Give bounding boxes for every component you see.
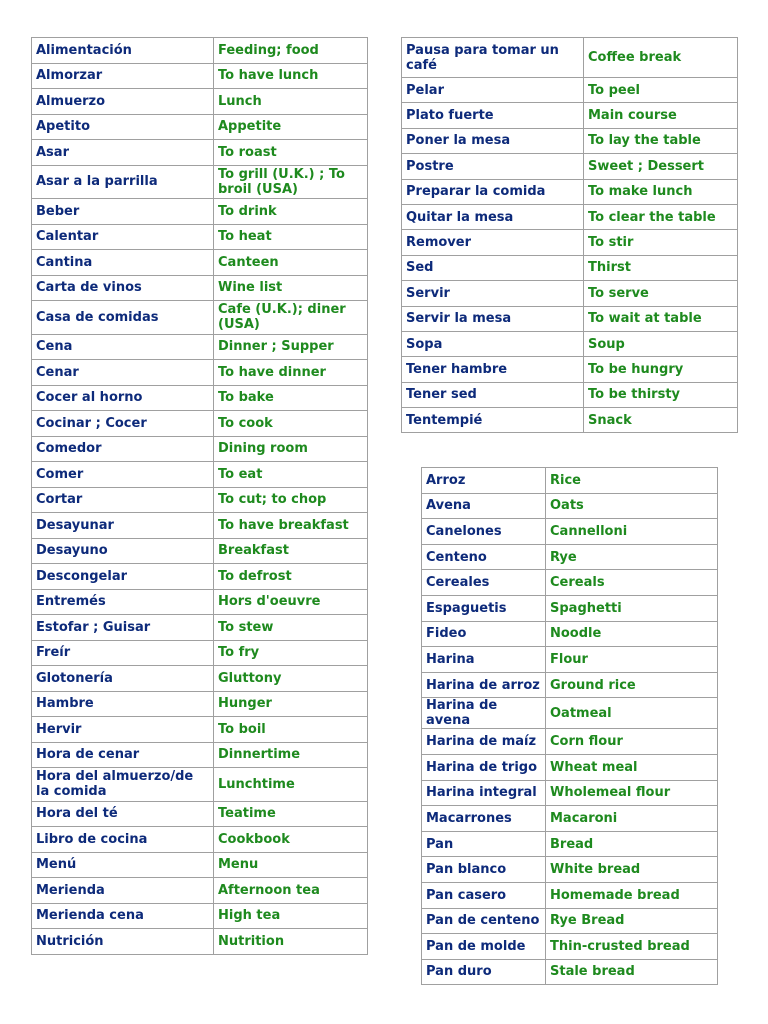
spanish-term: Harina integral	[422, 780, 546, 806]
table-row	[402, 331, 738, 356]
english-translation: To stir	[584, 230, 738, 255]
table-row	[422, 698, 718, 729]
table-row	[32, 742, 368, 768]
table-row	[402, 103, 738, 128]
spanish-term: Cocer al horno	[32, 385, 214, 411]
english-translation: Wheat meal	[546, 754, 718, 780]
table-row	[402, 281, 738, 306]
english-translation: Rye Bread	[546, 908, 718, 934]
english-translation: Hors d'oeuvre	[214, 589, 368, 615]
table-row	[422, 729, 718, 755]
english-translation: To have dinner	[214, 360, 368, 386]
english-translation: Cafe (U.K.); diner (USA)	[214, 301, 368, 335]
table-row	[402, 255, 738, 280]
table-row	[422, 806, 718, 832]
english-translation: To wait at table	[584, 306, 738, 331]
table-row	[422, 519, 718, 545]
table-row	[32, 615, 368, 641]
spanish-term: Harina	[422, 647, 546, 673]
english-translation: Feeding; food	[214, 38, 368, 64]
table-row	[32, 385, 368, 411]
spanish-term: Espaguetis	[422, 595, 546, 621]
spanish-term: Casa de comidas	[32, 301, 214, 335]
english-translation: To boil	[214, 717, 368, 743]
spanish-term: Remover	[402, 230, 584, 255]
table-row	[422, 544, 718, 570]
spanish-term: Almorzar	[32, 63, 214, 89]
table-row	[32, 691, 368, 717]
spanish-term: Quitar la mesa	[402, 204, 584, 229]
english-translation: To bake	[214, 385, 368, 411]
table-row	[422, 570, 718, 596]
table-row	[422, 493, 718, 519]
english-translation: Breakfast	[214, 538, 368, 564]
english-translation: Nutrition	[214, 929, 368, 955]
spanish-term: Merienda	[32, 878, 214, 904]
english-translation: To have breakfast	[214, 513, 368, 539]
english-translation: Thin-crusted bread	[546, 934, 718, 960]
english-translation: Hunger	[214, 691, 368, 717]
english-translation: Flour	[546, 647, 718, 673]
english-translation: Dining room	[214, 436, 368, 462]
table-row	[402, 230, 738, 255]
english-translation: Noodle	[546, 621, 718, 647]
english-translation: High tea	[214, 903, 368, 929]
table-row	[32, 827, 368, 853]
table-row	[32, 878, 368, 904]
english-translation: Soup	[584, 331, 738, 356]
spanish-term: Plato fuerte	[402, 103, 584, 128]
table-row	[32, 165, 368, 199]
table-row	[32, 640, 368, 666]
english-translation: To clear the table	[584, 204, 738, 229]
english-translation: Canteen	[214, 250, 368, 276]
english-translation: Dinnertime	[214, 742, 368, 768]
english-translation: Gluttony	[214, 666, 368, 692]
table-row	[32, 275, 368, 301]
spanish-term: Hambre	[32, 691, 214, 717]
table-row	[32, 717, 368, 743]
english-translation: To be hungry	[584, 357, 738, 382]
spanish-term: Calentar	[32, 224, 214, 250]
english-translation: To fry	[214, 640, 368, 666]
table-row	[422, 672, 718, 698]
spanish-term: Arroz	[422, 468, 546, 494]
english-translation: To defrost	[214, 564, 368, 590]
english-translation: Oatmeal	[546, 698, 718, 729]
spanish-term: Beber	[32, 199, 214, 225]
table-row	[32, 666, 368, 692]
spanish-term: Estofar ; Guisar	[32, 615, 214, 641]
spanish-term: Tentempié	[402, 408, 584, 433]
vocab-table-right	[401, 37, 738, 433]
table-row	[402, 38, 738, 78]
english-translation: Cannelloni	[546, 519, 718, 545]
table-row	[32, 411, 368, 437]
english-translation: Main course	[584, 103, 738, 128]
table-row	[32, 801, 368, 827]
spanish-term: Cereales	[422, 570, 546, 596]
spanish-term: Pan de centeno	[422, 908, 546, 934]
table-row	[402, 179, 738, 204]
english-translation: Appetite	[214, 114, 368, 140]
spanish-term: Comedor	[32, 436, 214, 462]
table-row	[32, 903, 368, 929]
table-row	[402, 306, 738, 331]
spanish-term: Desayunar	[32, 513, 214, 539]
english-translation: Lunch	[214, 89, 368, 115]
table-row	[422, 934, 718, 960]
spanish-term: Pelar	[402, 78, 584, 103]
spanish-term: Servir la mesa	[402, 306, 584, 331]
spanish-term: Freír	[32, 640, 214, 666]
spanish-term: Nutrición	[32, 929, 214, 955]
english-translation: Oats	[546, 493, 718, 519]
table-row	[402, 382, 738, 407]
spanish-term: Harina de arroz	[422, 672, 546, 698]
english-translation: Cereals	[546, 570, 718, 596]
table-row	[402, 78, 738, 103]
spanish-term: Hora de cenar	[32, 742, 214, 768]
spanish-term: Libro de cocina	[32, 827, 214, 853]
english-translation: Snack	[584, 408, 738, 433]
spanish-term: Fideo	[422, 621, 546, 647]
spanish-term: Asar	[32, 140, 214, 166]
english-translation: Coffee break	[584, 38, 738, 78]
english-translation: Rice	[546, 468, 718, 494]
table-row	[32, 852, 368, 878]
english-translation: Bread	[546, 831, 718, 857]
spanish-term: Descongelar	[32, 564, 214, 590]
table-row	[402, 408, 738, 433]
english-translation: Homemade bread	[546, 882, 718, 908]
spanish-term: Entremés	[32, 589, 214, 615]
table-row	[422, 780, 718, 806]
spanish-term: Tener sed	[402, 382, 584, 407]
english-translation: To make lunch	[584, 179, 738, 204]
spanish-term: Hervir	[32, 717, 214, 743]
table-body	[422, 468, 718, 985]
english-translation: To heat	[214, 224, 368, 250]
table-body	[32, 38, 368, 955]
spanish-term: Asar a la parrilla	[32, 165, 214, 199]
table-row	[422, 908, 718, 934]
spanish-term: Pan duro	[422, 959, 546, 985]
spanish-term: Comer	[32, 462, 214, 488]
table-row	[422, 595, 718, 621]
table-row	[32, 334, 368, 360]
spanish-term: Apetito	[32, 114, 214, 140]
table-row	[402, 128, 738, 153]
spanish-term: Macarrones	[422, 806, 546, 832]
english-translation: Thirst	[584, 255, 738, 280]
spanish-term: Canelones	[422, 519, 546, 545]
english-translation: Macaroni	[546, 806, 718, 832]
table-row	[32, 436, 368, 462]
spanish-term: Harina de maíz	[422, 729, 546, 755]
spanish-term: Harina de avena	[422, 698, 546, 729]
table-row	[32, 768, 368, 802]
table-row	[32, 538, 368, 564]
spanish-term: Avena	[422, 493, 546, 519]
table-row	[422, 621, 718, 647]
spanish-term: Postre	[402, 154, 584, 179]
english-translation: Spaghetti	[546, 595, 718, 621]
english-translation: To peel	[584, 78, 738, 103]
table-row	[32, 301, 368, 335]
table-row	[32, 114, 368, 140]
table-body	[402, 38, 738, 433]
table-row	[32, 513, 368, 539]
spanish-term: Cena	[32, 334, 214, 360]
english-translation: Corn flour	[546, 729, 718, 755]
english-translation: Afternoon tea	[214, 878, 368, 904]
english-translation: To grill (U.K.) ; To broil (USA)	[214, 165, 368, 199]
english-translation: Dinner ; Supper	[214, 334, 368, 360]
table-row	[422, 468, 718, 494]
english-translation: Lunchtime	[214, 768, 368, 802]
spanish-term: Merienda cena	[32, 903, 214, 929]
table-row	[32, 63, 368, 89]
spanish-term: Harina de trigo	[422, 754, 546, 780]
english-translation: To have lunch	[214, 63, 368, 89]
spanish-term: Desayuno	[32, 538, 214, 564]
spanish-term: Centeno	[422, 544, 546, 570]
spanish-term: Pan blanco	[422, 857, 546, 883]
spanish-term: Cortar	[32, 487, 214, 513]
english-translation: Menu	[214, 852, 368, 878]
table-row	[402, 204, 738, 229]
spanish-term: Menú	[32, 852, 214, 878]
table-row	[32, 360, 368, 386]
spanish-term: Poner la mesa	[402, 128, 584, 153]
spanish-term: Cantina	[32, 250, 214, 276]
spanish-term: Sopa	[402, 331, 584, 356]
spanish-term: Glotonería	[32, 666, 214, 692]
spanish-term: Sed	[402, 255, 584, 280]
english-translation: To be thirsty	[584, 382, 738, 407]
spanish-term: Hora del té	[32, 801, 214, 827]
spanish-term: Pan casero	[422, 882, 546, 908]
table-row	[422, 831, 718, 857]
spanish-term: Pan de molde	[422, 934, 546, 960]
english-translation: To roast	[214, 140, 368, 166]
table-row	[32, 89, 368, 115]
english-translation: To cook	[214, 411, 368, 437]
spanish-term: Hora del almuerzo/de la comida	[32, 768, 214, 802]
table-row	[422, 754, 718, 780]
english-translation: Sweet ; Dessert	[584, 154, 738, 179]
english-translation: White bread	[546, 857, 718, 883]
table-row	[422, 882, 718, 908]
table-row	[32, 250, 368, 276]
english-translation: To eat	[214, 462, 368, 488]
spanish-term: Preparar la comida	[402, 179, 584, 204]
table-row	[402, 154, 738, 179]
spanish-term: Carta de vinos	[32, 275, 214, 301]
spanish-term: Cocinar ; Cocer	[32, 411, 214, 437]
spanish-term: Pan	[422, 831, 546, 857]
english-translation: To lay the table	[584, 128, 738, 153]
table-row	[422, 647, 718, 673]
spanish-term: Servir	[402, 281, 584, 306]
english-translation: To cut; to chop	[214, 487, 368, 513]
table-row	[422, 959, 718, 985]
spanish-term: Cenar	[32, 360, 214, 386]
table-row	[32, 224, 368, 250]
spanish-term: Pausa para tomar un café	[402, 38, 584, 78]
english-translation: Stale bread	[546, 959, 718, 985]
table-row	[32, 140, 368, 166]
vocab-table-left	[31, 37, 368, 955]
table-row	[402, 357, 738, 382]
english-translation: To serve	[584, 281, 738, 306]
english-translation: Cookbook	[214, 827, 368, 853]
table-row	[32, 589, 368, 615]
table-row	[32, 564, 368, 590]
table-row	[32, 199, 368, 225]
table-row	[32, 487, 368, 513]
english-translation: Teatime	[214, 801, 368, 827]
spanish-term: Almuerzo	[32, 89, 214, 115]
table-row	[32, 462, 368, 488]
english-translation: Wholemeal flour	[546, 780, 718, 806]
english-translation: To stew	[214, 615, 368, 641]
english-translation: Wine list	[214, 275, 368, 301]
english-translation: To drink	[214, 199, 368, 225]
table-row	[32, 38, 368, 64]
english-translation: Rye	[546, 544, 718, 570]
english-translation: Ground rice	[546, 672, 718, 698]
spanish-term: Tener hambre	[402, 357, 584, 382]
table-row	[32, 929, 368, 955]
table-row	[422, 857, 718, 883]
vocab-table-bottom	[421, 467, 718, 985]
spanish-term: Alimentación	[32, 38, 214, 64]
